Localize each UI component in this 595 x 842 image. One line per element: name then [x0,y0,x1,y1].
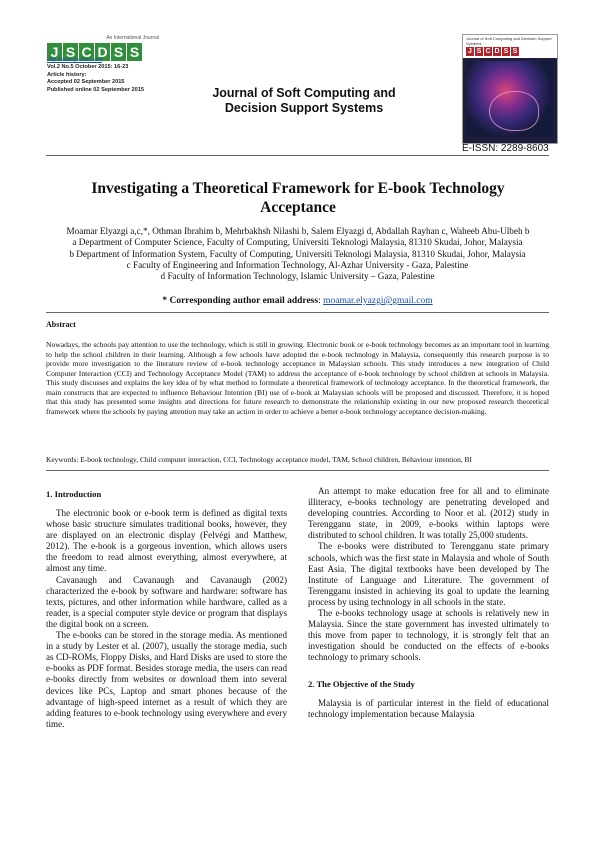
paragraph: The electronic book or e-book term is defined as digital texts whose basic structure simulates traditional books, however, they are displayed on an electronic display (Felvégi and Matthew, 2012). The e-book is a gorgeous invention, which allows users the freedom to read almost everything, almost everywhere, at almost any time. [46,508,287,574]
corresponding-author: * Corresponding author email address: moamar.elyazgi@gmail.com [162,296,433,306]
logo-letter: S [63,43,78,61]
accepted-date: Accepted 02 September 2015 [47,79,125,86]
logo-letter: D [95,43,110,61]
article-meta [47,57,187,94]
column-left [46,508,287,730]
cover-letter: C [485,48,491,55]
section-2-heading: 2. The Objective of the Study [308,679,415,689]
issn-label: E-ISSN: 2289-8603 [462,143,549,154]
logo-caption: An International Journal [106,35,159,41]
brain-graphic [489,91,539,131]
paragraph: An attempt to make education free for all and to eliminate illiteracy, e-books technology are penetrating developed and developing countries. According to Noor et al. (2012) study in Terengganu state, in 2009, e-books within laptops were distributed to school children. It was totally 25,000 students. [308,486,549,541]
author-list: Moamar Elyazgi a,c,*, Othman Ibrahim b, Mehrbakhsh Nilashi b, Salem Elyazgi d, Abdallah Rayhan c, Waheeb Abu-Ulbeh b [66,226,530,236]
paragraph: Cavanaugh and Cavanaugh and Cavanaugh (2002) characterized the e-book by software and hardware: software has texts, pictures, and other information while hardware, called as a reader, is a special computer style device or program that displays the digital book on a screen. [46,574,287,629]
paragraph: The e-books were distributed to Terengganu state primary schools, which was the first state in Malaysia and whole of South East Asia. The digital textbooks have been developed by The Institute of Language and Literature. The government of Terengganu insisted in achieving its goal to update the learning process by using technology in all schools in the state. [308,541,549,607]
cover-letter: S [503,48,509,55]
cover-letter: S [512,48,518,55]
affiliation-b: b Department of Information System, Faculty of Computing, Universiti Teknologi Malaysia, 81310 Skudai, Johor, Malaysia [69,249,526,259]
logo-letter: J [47,43,62,61]
affiliation-a: a Department of Computer Science, Faculty of Computing, Universiti Teknologi Malaysia, 81310 Skudai, Johor, Malaysia [72,237,523,247]
abstract-bottom-rule [46,470,549,471]
journal-url-link[interactable]: http://www.jscdss.com [47,57,103,63]
header-divider [46,155,549,156]
abstract-heading: Abstract [46,320,76,329]
history-label: Article history: [47,71,87,78]
keywords: Keywords: E-book technology, Child computer interaction, CCI, Technology acceptance model, TAM, School children, Behaviour intention, BI [46,455,472,464]
logo-letter: C [79,43,94,61]
cover-caption: Journal of Soft Computing and Decision Support Systems [463,35,557,45]
journal-cover-image [462,34,558,144]
published-date: Published online 02 September 2015 [47,86,144,93]
paragraph: The e-books technology usage at schools is relatively new in Malaysia. Since the state government has invested ultimately to this move from paper to technology, it is strongly felt that an investigation should be conducted on the effects of e-books technology to primary schools. [308,608,549,663]
paragraph: Malaysia is of particular interest in the field of educational technology implementation because Malaysia [308,698,549,720]
affiliation-d: d Faculty of Information Technology, Islamic University – Gaza, Palestine [160,271,435,281]
volume-info: Vol.2 No.5 October 2015: 16-23 [47,64,129,71]
journal-title: Journal of Soft Computing and Decision Support Systems [212,86,396,115]
cover-letter: J [466,47,474,56]
corr-email-link[interactable]: moamar.elyazgi@gmail.com [323,296,433,306]
cover-letter: D [494,48,500,55]
abstract-top-rule [46,312,549,313]
column-right-tail [308,698,549,720]
abstract-text: Nowadays, the schools pay attention to use the technology, which is still in growing. Electronic book or e-book technology becomes as an important tool in learning to help the school children in their learning. Although a few schools have adopted the e-book technology in Malaysia, consequently this research purpose is to provide more investigation to the literature review of e-book technology acceptance in Malaysian schools. This study introduces a new integration of Child Computer Interaction (CCI) and Technology Acceptance Model (TAM) to address the acceptance of e-book technology by school children at schools in Malaysia. This study discusses and explains the key idea of by what method to formulate a theoretical framework of technology acceptance. In the theoretical framework, the main constructs that are expected to influence Behaviour Intention (BI) use of e-book at Malaysian schools will be proposed and discussed. Therefore, it is hoped that this study has presented some insights and directions for future research to demonstrate the relationship existing in our new proposed research theoretical framework where the schools by paying attention may take an action in order to achieve a better e-book technology acceptance decision-making. [46,340,549,416]
cover-artwork [467,61,553,137]
affiliation-c: c Faculty of Engineering and Information Technology, Al-Azhar University - Gaza, Palestine [126,260,469,270]
paragraph: The e-books can be stored in the storage media. As mentioned in a study by Lester et al. (2007), usually the storage media, such as CD-ROMs, Floppy Disks, and Hard Disks are used to store the e-books as PDF format. Besides storage media, the users can read e-books directly from websites or download them into several devices like PCs, Laptop and smart phones because of the advantage of high-speed internet as a result of which they are adding features to e-book technology using everywhere and every time. [46,630,287,729]
paper-title: Investigating a Theoretical Framework for E-book Technology Acceptance [91,180,505,216]
corr-label: * Corresponding author email address [162,296,319,306]
section-1-heading: 1. Introduction [46,489,102,499]
logo-letter: S [111,43,126,61]
column-right [308,486,549,664]
logo-letter: S [127,43,142,61]
cover-logo [463,45,557,58]
cover-letter: S [476,48,482,55]
